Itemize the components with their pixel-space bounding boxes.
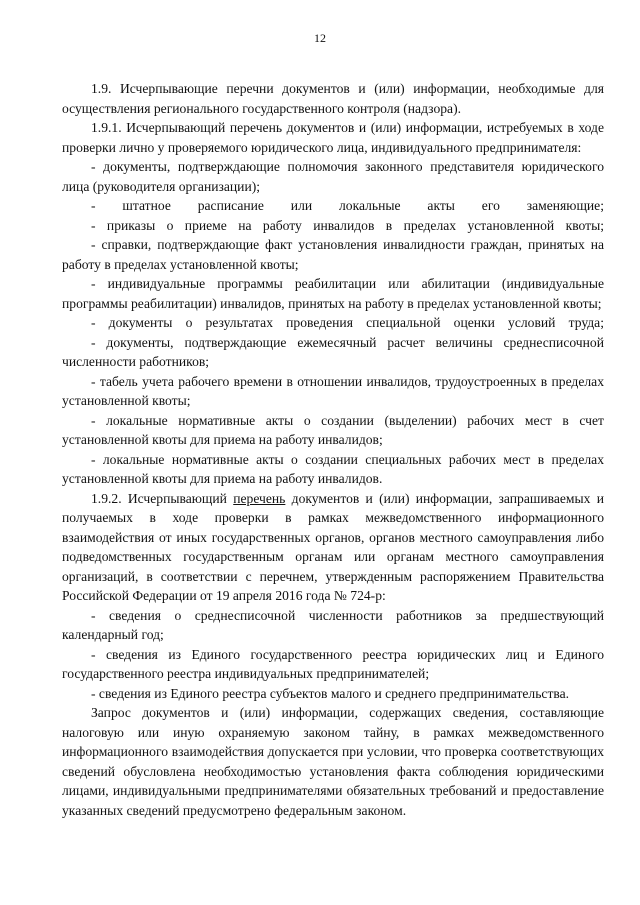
page-number: 12 <box>314 31 326 45</box>
section-1-9-1-paragraph: 1.9.1. Исчерпывающий перечень документов и (или) информации, истребуемых в ходе проверки лично у проверяемого юридического лица, индивидуального предпринимателя: <box>62 120 604 155</box>
section-1-9-2-text-start: 1.9.2. Исчерпывающий <box>91 490 234 506</box>
list-item: - документы о результатах проведения специальной оценки условий труда; <box>91 315 604 330</box>
perechen-link[interactable]: перечень <box>233 490 286 506</box>
list-item: - штатное расписание или локальные акты его заменяющие; <box>91 198 604 213</box>
list-item: - сведения о среднесписочной численности работников за предшествующий календарный год; <box>62 607 604 642</box>
list-item: - табель учета рабочего времени в отношении инвалидов, трудоустроенных в пределах установленной квоты; <box>62 373 604 408</box>
list-item: - приказы о приеме на работу инвалидов в пределах установленной квоты; <box>91 217 604 233</box>
list-item: - локальные нормативные акты о создании (выделении) рабочих мест в счет установленной квоты для приема на работу инвалидов; <box>62 412 604 447</box>
list-item: - документы, подтверждающие ежемесячный расчет величины среднесписочной численности работников; <box>62 334 604 369</box>
list-item: - справки, подтверждающие факт установления инвалидности граждан, принятых на работу в пределах установленной квоты; <box>62 237 604 272</box>
list-item: - индивидуальные программы реабилитации или абилитации (индивидуальные программы реабилитации) инвалидов, принятых на работу в пределах установленной квоты; <box>62 276 604 311</box>
list-item: - сведения из Единого реестра субъектов малого и среднего предпринимательства. <box>91 685 570 701</box>
closing-paragraph: Запрос документов и (или) информации, содержащих сведения, составляющие налоговую или иную охраняемую законом тайну, в рамках межведомственного информационного взаимодействия допускается при условии, что проверка соответствующих сведений обусловлена необходимостью установления факта соблюдения юридическими лицами, индивидуальными предпринимателями обязательных требований и предоставление указанных сведений предусмотрено федеральным законом. <box>62 705 604 818</box>
section-1-9-2-text-end: документов и (или) информации, запрашиваемых и получаемых в ходе проверки в рамках межведомственного информационного взаимодействия от иных государственных органов, органов местного самоуправления либо подведомственных государственным органам или органам местного самоуправления организаций, в соответствии с перечнем, утвержденным распоряжением Правительства Российской Федерации от 19 апреля 2016 года № 724-р: <box>62 490 604 603</box>
list-item: - локальные нормативные акты о создании специальных рабочих мест в пределах установленной квоты для приема на работу инвалидов. <box>62 451 604 486</box>
section-1-9-2-paragraph <box>62 489 604 606</box>
section-1-9-heading: 1.9. Исчерпывающие перечни документов и (или) информации, необходимые для осуществления регионального государственного контроля (надзора). <box>62 81 604 116</box>
document-body <box>62 79 604 820</box>
list-item: - сведения из Единого государственного реестра юридических лиц и Единого государственного реестра индивидуальных предпринимателей; <box>62 646 604 681</box>
list-item: - документы, подтверждающие полномочия законного представителя юридического лица (руководителя организации); <box>62 159 604 194</box>
